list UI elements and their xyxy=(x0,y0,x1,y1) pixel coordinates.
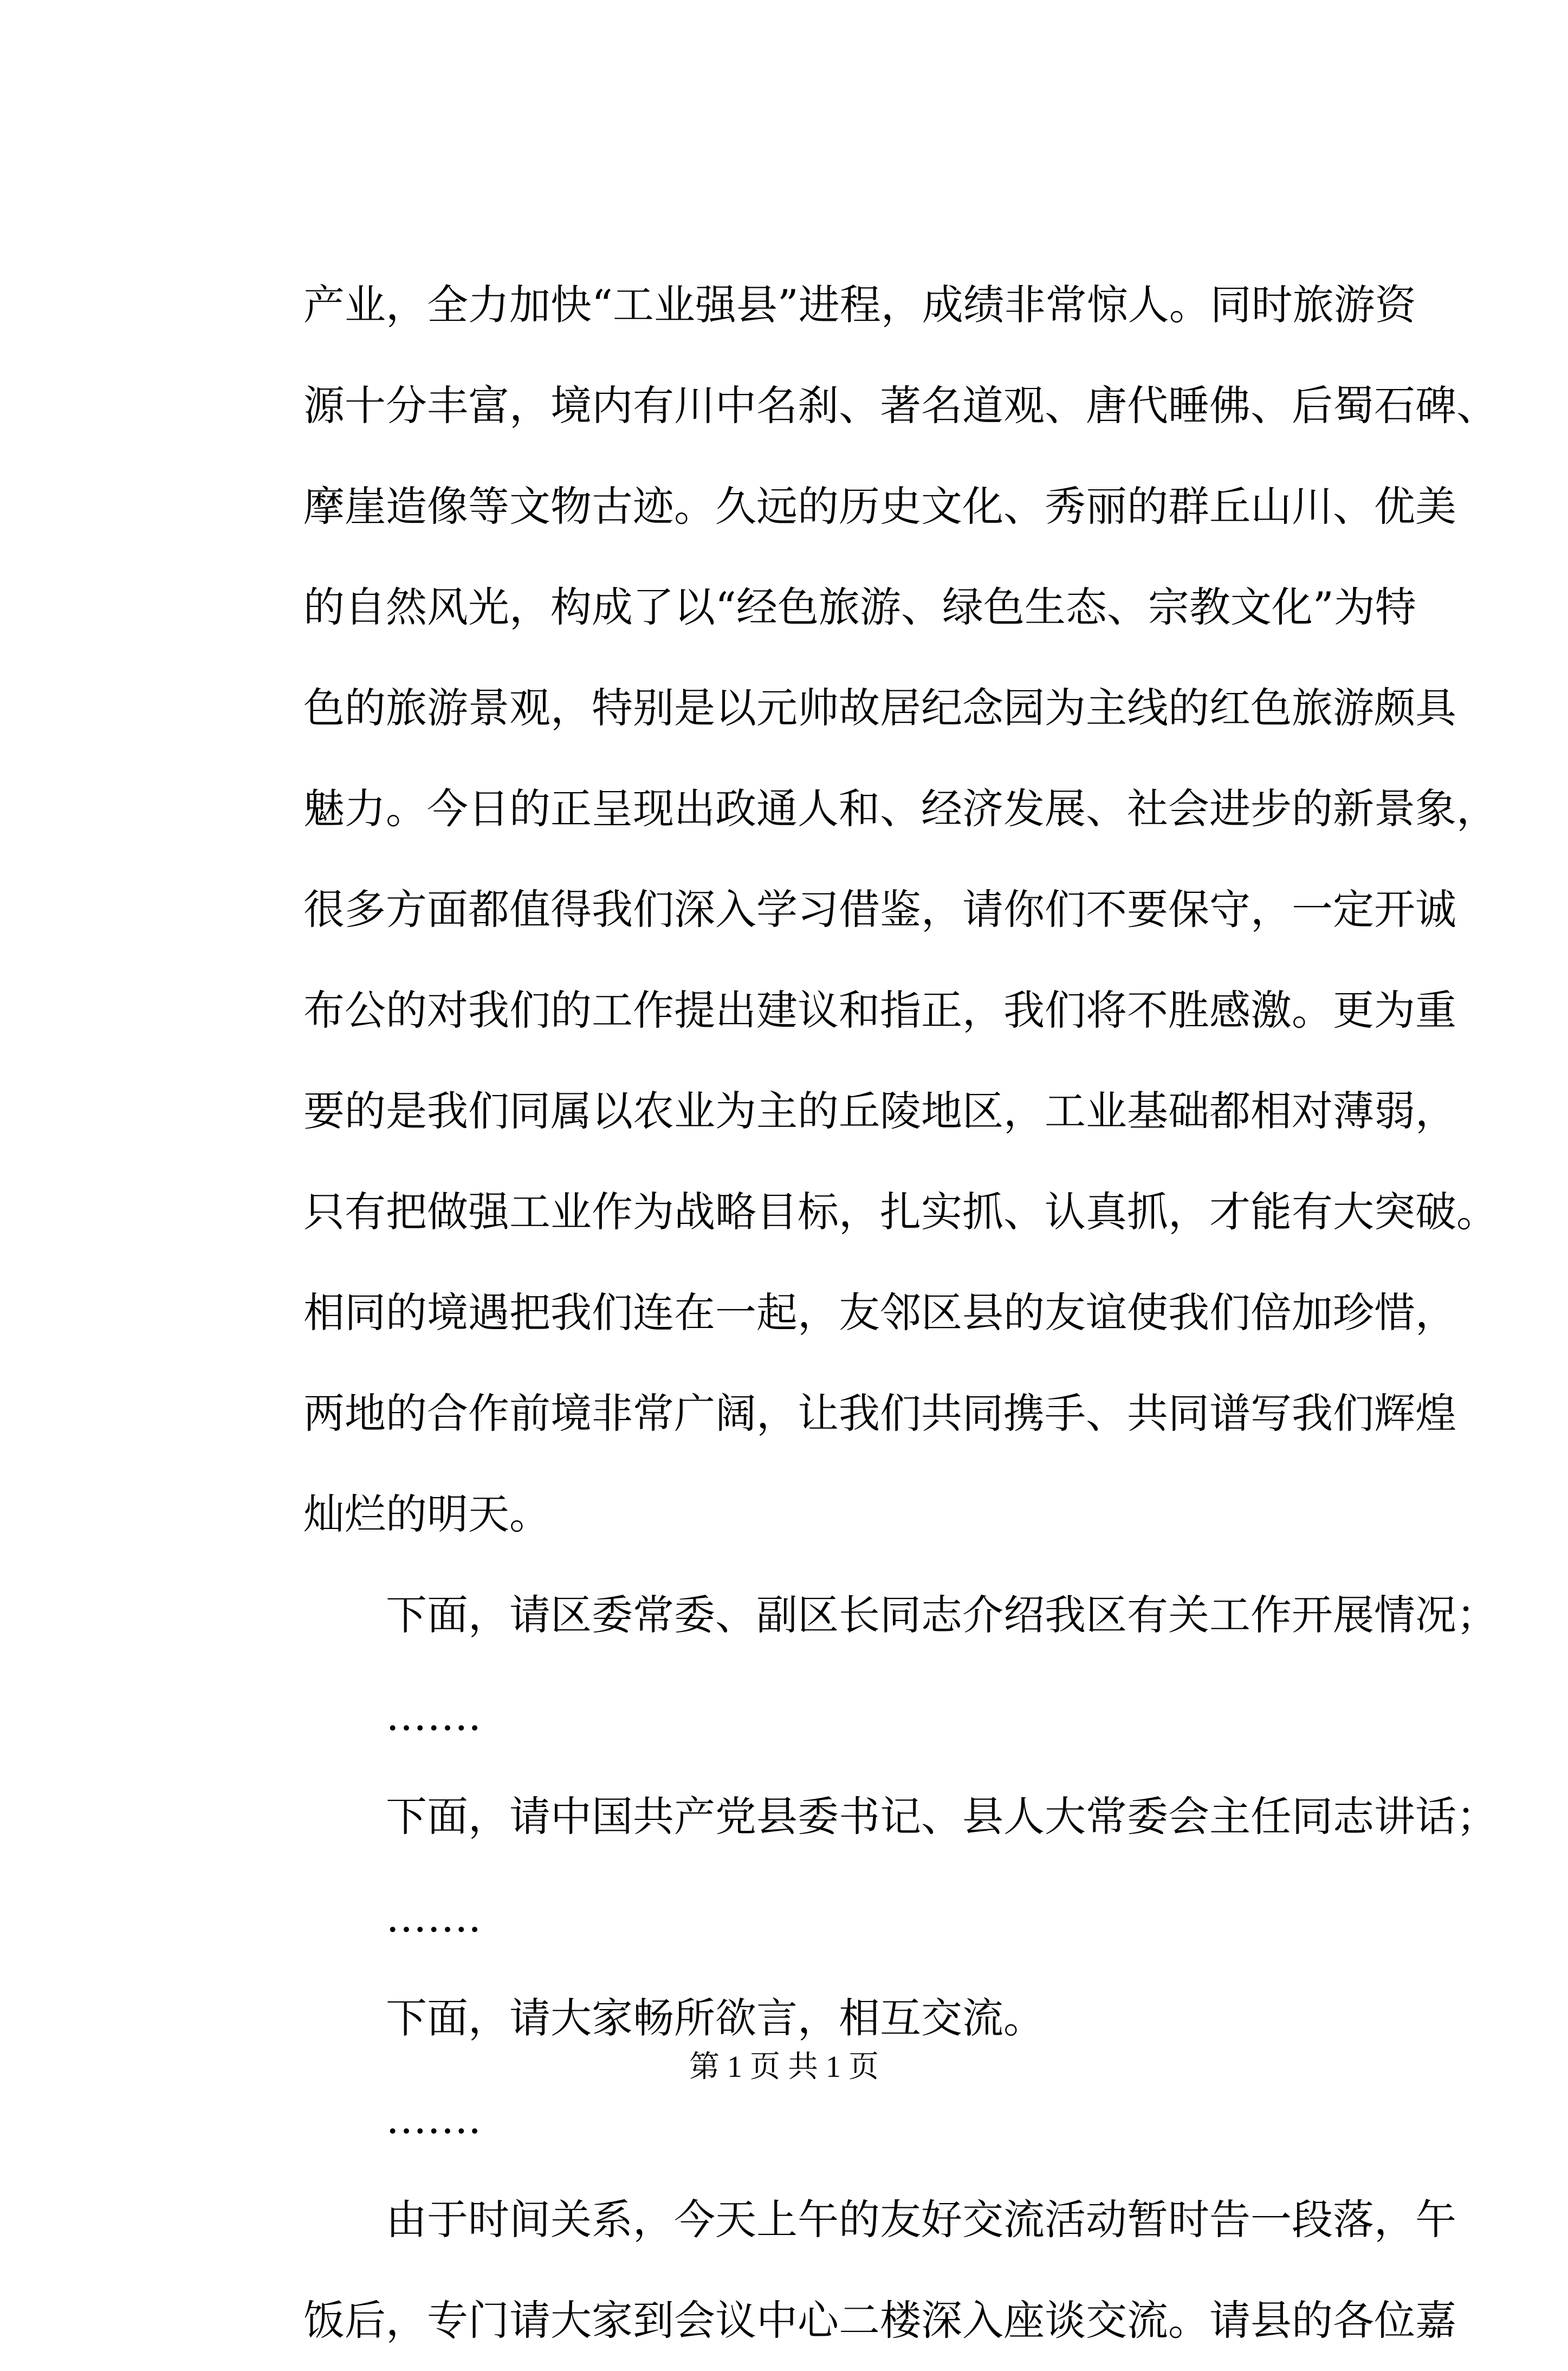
text-line: 相同的境遇把我们连在一起，友邻区县的友谊使我们倍加珍惜， xyxy=(303,1288,1456,1337)
text-line: 下面，请中国共产党县委书记、县人大常委会主任同志讲话； xyxy=(386,1792,1498,1841)
text-line: 由于时间关系，今天上午的友好交流活动暂时告一段落，午 xyxy=(386,2195,1456,2244)
text-line: 要的是我们同属以农业为主的丘陵地区，工业基础都相对薄弱， xyxy=(303,1087,1456,1135)
text-line: 源十分丰富，境内有川中名刹、著名道观、唐代睡佛、后蜀石碑、 xyxy=(303,381,1498,430)
text-line: 的自然风光，构成了以“经色旅游、绿色生态、宗教文化”为特 xyxy=(303,583,1416,631)
text-line: 只有把做强工业作为战略目标，扎实抓、认真抓，才能有大突破。 xyxy=(303,1188,1498,1236)
text-line: 魅力。今日的正呈现出政通人和、经济发展、社会进步的新景象， xyxy=(303,785,1498,833)
page-footer: 第 1 页 共 1 页 xyxy=(689,2050,879,2084)
text-line: 下面，请大家畅所欲言，相互交流。 xyxy=(386,1994,1045,2042)
text-line: 饭后，专门请大家到会议中心二楼深入座谈交流。请县的各位嘉 xyxy=(303,2296,1456,2344)
text-line: 产业，全力加快“工业强县”进程，成绩非常惊人。同时旅游资 xyxy=(303,281,1416,329)
text-line: 布公的对我们的工作提出建议和指正，我们将不胜感激。更为重 xyxy=(303,986,1456,1034)
text-line: 灿烂的明天。 xyxy=(303,1490,550,1538)
ellipsis-line: ……. xyxy=(386,2095,482,2143)
text-line: 色的旅游景观，特别是以元帅故居纪念园为主线的红色旅游颇具 xyxy=(303,684,1456,732)
ellipsis-line: ……. xyxy=(386,1893,482,1941)
text-line: 下面，请区委常委、副区长同志介绍我区有关工作开展情况； xyxy=(386,1591,1498,1639)
text-line: 两地的合作前境非常广阔，让我们共同携手、共同谱写我们辉煌 xyxy=(303,1389,1456,1437)
text-line: 很多方面都值得我们深入学习借鉴，请你们不要保守，一定开诚 xyxy=(303,885,1456,934)
text-line: 摩崖造像等文物古迹。久远的历史文化、秀丽的群丘山川、优美 xyxy=(303,482,1456,530)
ellipsis-line: ……. xyxy=(386,1692,482,1740)
